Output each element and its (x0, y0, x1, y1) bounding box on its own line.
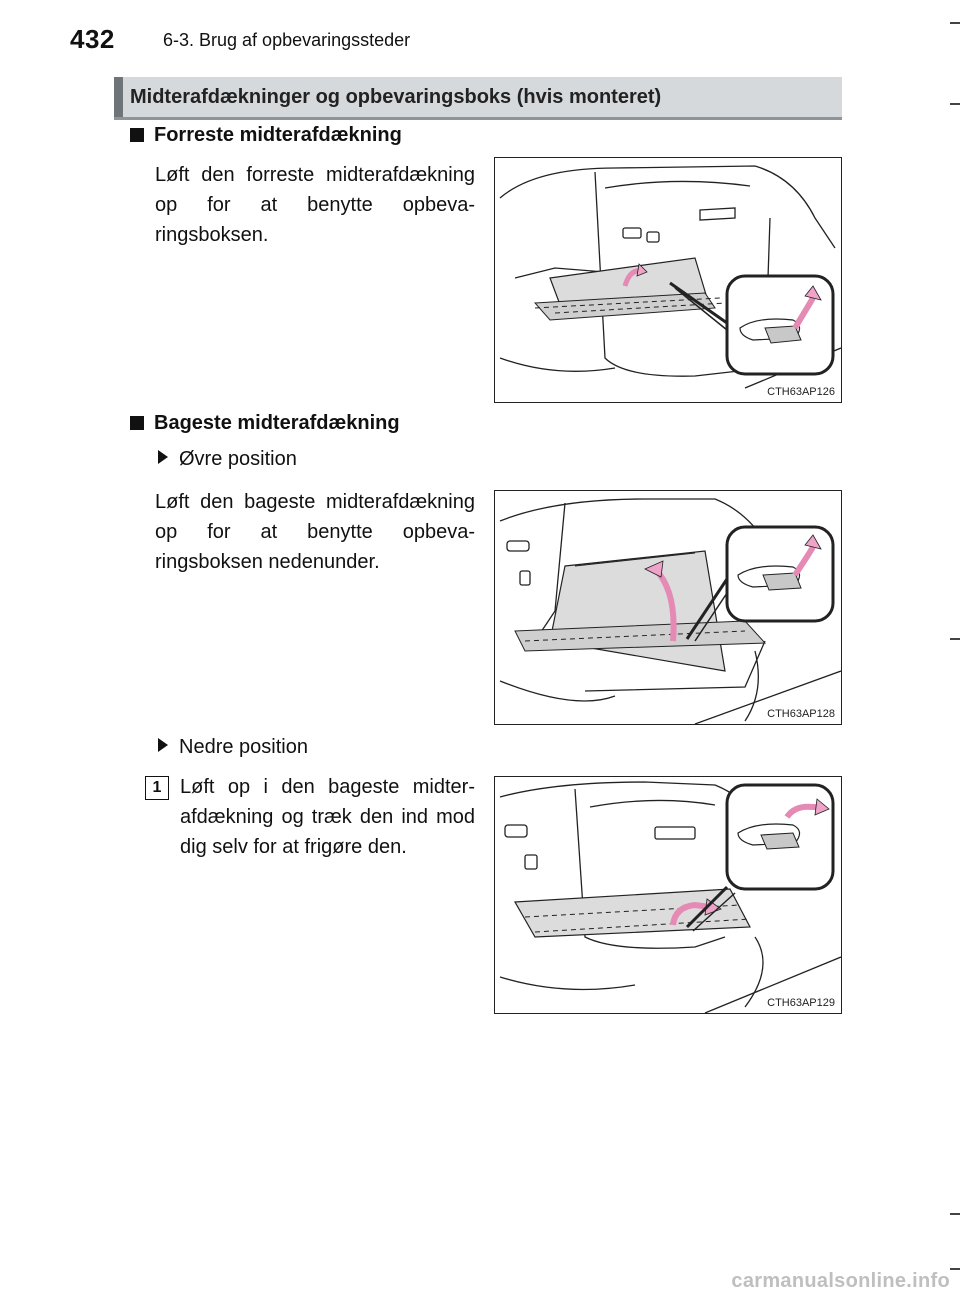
figure-upper-position (494, 490, 842, 725)
illustration-upper-position (495, 491, 841, 724)
crop-mark (950, 1213, 960, 1215)
crop-mark (950, 1268, 960, 1270)
triangle-bullet-icon (158, 450, 168, 464)
figure-lower-position (494, 776, 842, 1014)
illustration-front-cover (495, 158, 841, 402)
illustration-lower-position (495, 777, 841, 1013)
paragraph-upper-position: Løft den bageste midterafdækning op for at benytte opbevaringsboksen nedenunder. (155, 491, 475, 573)
figure-code-front: CTH63AP126 (767, 386, 835, 398)
step-number-box: 1 (145, 776, 169, 800)
heading-rear-cover (130, 412, 400, 435)
page-number: 432 (70, 24, 115, 54)
figure-code-upper: CTH63AP128 (767, 708, 835, 720)
square-bullet-icon (130, 416, 144, 430)
crop-mark (950, 638, 960, 640)
subheading-upper-position (158, 448, 297, 471)
subheading-upper-position-text: Øvre position (179, 448, 297, 470)
square-bullet-icon (130, 128, 144, 142)
figure-code-lower: CTH63AP129 (767, 997, 835, 1009)
subheading-lower-position (158, 736, 308, 759)
crop-mark (950, 22, 960, 24)
title-bar-accent (114, 77, 123, 117)
crop-mark (950, 103, 960, 105)
figure-front-cover (494, 157, 842, 403)
watermark: carmanualsonline.info (731, 1270, 950, 1292)
heading-front-cover (130, 124, 402, 147)
subheading-lower-position-text: Nedre position (179, 736, 308, 758)
section-path: 6-3. Brug af opbevaringssteder (163, 30, 411, 50)
section-title-bar (114, 77, 842, 120)
section-title: Midterafdækninger og opbevaringsboks (hvis monteret) (130, 86, 662, 108)
paragraph-front-cover: Løft den forreste midterafdækning op for at benytte opbevaringsboksen. (155, 164, 475, 246)
heading-front-cover-text: Forreste midterafdækning (154, 124, 402, 146)
triangle-bullet-icon (158, 738, 168, 752)
paragraph-lower-position: Løft op i den bageste midterafdækning og træk den ind mod dig selv for at frigøre den. (180, 776, 475, 858)
heading-rear-cover-text: Bageste midterafdækning (154, 412, 400, 434)
